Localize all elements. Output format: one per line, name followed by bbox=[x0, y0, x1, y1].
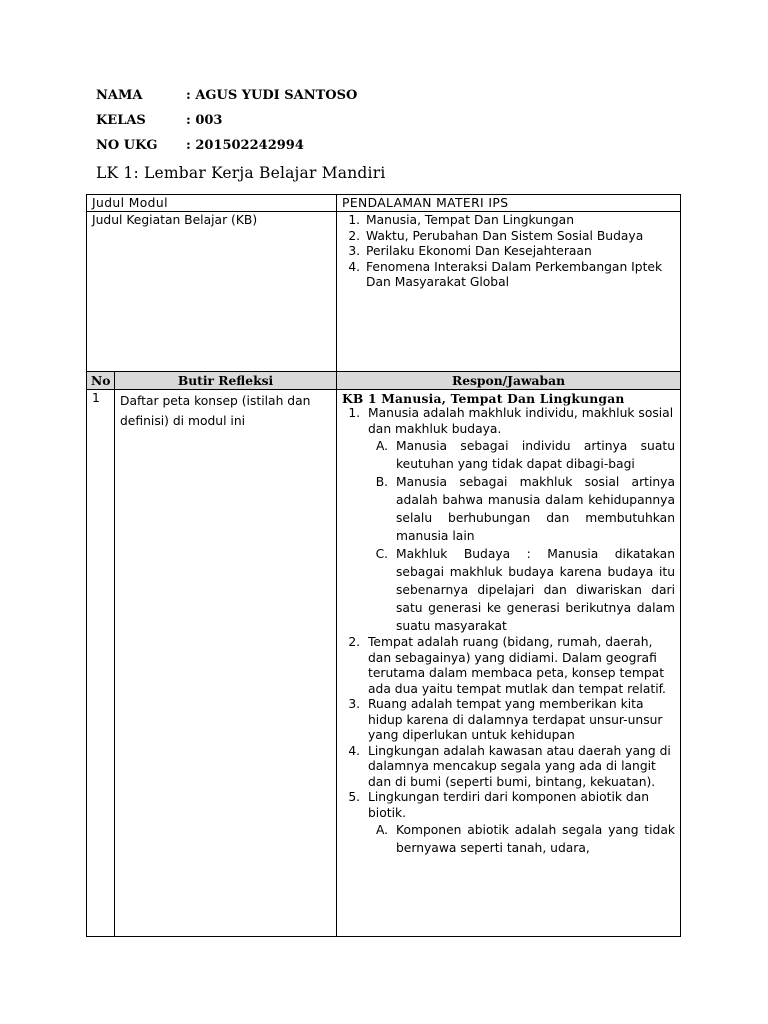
page-title: LK 1: Lembar Kerja Belajar Mandiri bbox=[96, 164, 386, 182]
table-row bbox=[87, 390, 681, 937]
respon-content bbox=[342, 391, 675, 935]
noukg-row bbox=[96, 137, 357, 162]
concept-sublist bbox=[368, 821, 675, 857]
kb-list bbox=[342, 213, 675, 291]
identity-block bbox=[96, 87, 357, 162]
worksheet-table bbox=[86, 194, 681, 937]
row-number: 1 bbox=[87, 390, 115, 937]
nama-row bbox=[96, 87, 357, 112]
concept-text: Lingkungan terdiri dari komponen abiotik dan biotik. bbox=[368, 790, 650, 820]
judul-modul-value: PENDALAMAN MATERI IPS bbox=[337, 195, 681, 212]
kb-list-item: 4. Fenomena Interaksi Dalam Perkembangan Iptek Dan Masyarakat Global bbox=[364, 260, 675, 291]
kb-list-cell bbox=[337, 212, 681, 372]
col-respon-header: Respon/Jawaban bbox=[337, 372, 681, 390]
nama-label: NAMA bbox=[96, 88, 143, 103]
concept-item bbox=[364, 406, 675, 635]
judul-modul-label: Judul Modul bbox=[87, 195, 337, 212]
concept-text: Manusia adalah makhluk individu, makhluk sosial dan makhluk budaya. bbox=[368, 406, 674, 436]
kelas-row bbox=[96, 112, 357, 137]
concept-subitem: A. Manusia sebagai individu artinya suatu keutuhan yang tidak dapat dibagi-bagi bbox=[392, 437, 675, 473]
concept-list bbox=[342, 406, 675, 857]
kb-list-item: 3. Perilaku Ekonomi Dan Kesejahteraan bbox=[364, 244, 675, 260]
concept-subitem: A. Komponen abiotik adalah segala yang tidak bernyawa seperti tanah, udara, bbox=[392, 821, 675, 857]
concept-subitem: C. Makhluk Budaya : Manusia dikatakan sebagai makhluk budaya karena budaya itu sebenarnya dipelajari dan diwariskan dari satu generasi ke generasi berikutnya dalam suatu masyarakat bbox=[392, 545, 675, 635]
nama-value: : AGUS YUDI SANTOSO bbox=[186, 88, 358, 103]
judul-kb-label: Judul Kegiatan Belajar (KB) bbox=[87, 212, 337, 372]
kelas-label: KELAS bbox=[96, 113, 146, 128]
noukg-label: NO UKG bbox=[96, 138, 158, 153]
table-header-row bbox=[87, 372, 681, 390]
judul-kb-row bbox=[87, 212, 681, 372]
concept-item: 2. Tempat adalah ruang (bidang, rumah, daerah, dan sebagainya) yang didiami. Dalam geografi terutama dalam membaca peta, konsep tempat ada dua yaitu tempat mutlak dan tempat relatif. bbox=[364, 635, 675, 697]
respon-cell bbox=[337, 390, 681, 937]
concept-item: 4. Lingkungan adalah kawasan atau daerah yang di dalamnya mencakup segala yang ada di langit dan di bumi (seperti bumi, bintang, kekuatan). bbox=[364, 744, 675, 791]
butir-refleksi-text: Daftar peta konsep (istilah dan definisi) di modul ini bbox=[115, 390, 337, 937]
col-butir-header: Butir Refleksi bbox=[115, 372, 337, 390]
kb1-title: KB 1 Manusia, Tempat Dan Lingkungan bbox=[342, 391, 625, 406]
judul-modul-row bbox=[87, 195, 681, 212]
concept-sublist bbox=[368, 437, 675, 635]
concept-subitem: B. Manusia sebagai makhluk sosial artinya adalah bahwa manusia dalam kehidupannya selalu berhubungan dan membutuhkan manusia lain bbox=[392, 473, 675, 545]
noukg-value: : 201502242994 bbox=[186, 138, 304, 153]
col-no-header: No bbox=[87, 372, 115, 390]
concept-item bbox=[364, 790, 675, 857]
kelas-value: : 003 bbox=[186, 113, 223, 128]
concept-item: 3. Ruang adalah tempat yang memberikan kita hidup karena di dalamnya terdapat unsur-unsur yang diperlukan untuk kehidupan bbox=[364, 697, 675, 744]
kb-list-item: 1. Manusia, Tempat Dan Lingkungan bbox=[364, 213, 675, 229]
kb-list-item: 2. Waktu, Perubahan Dan Sistem Sosial Budaya bbox=[364, 229, 675, 245]
